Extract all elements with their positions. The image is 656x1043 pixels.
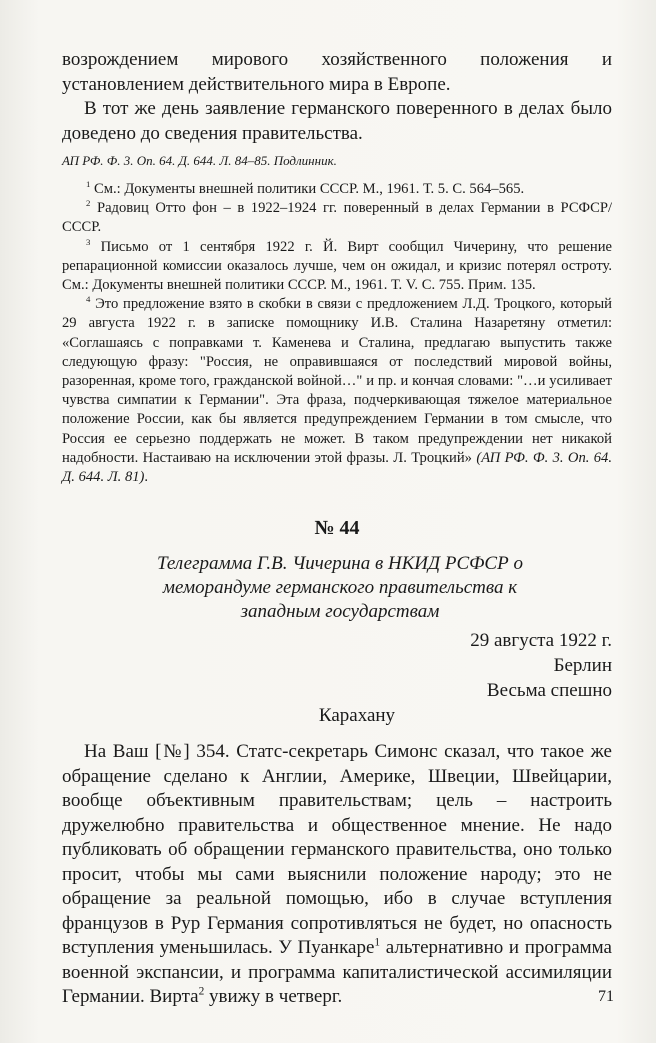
document-addressee: Карахану: [318, 705, 396, 726]
source-citation: АП РФ. Ф. 3. Оп. 64. Д. 644. Л. 84–85. Подлинник.: [62, 153, 337, 168]
footnote-text: Это предложение взято в скобки в связи с предложением Л.Д. Троцкого, который 29 августа 1922 г. в записке помощнику И.В. Сталина Назаретяну отметил: «Соглашаясь с поправками т. Каменева и Сталина, предлагаю выпустить также следующую фразу: "Россия, не оправившаяся от последствий мировой войны, разоренная, кроме того, гражданской войной…" и пр. и кончая словами: "…и усиливает чувства симпатии к Германии". Эта фраза, подчеркивающая тяжелое материальное положение России, как бы является предупреждением Германии в том смысле, что Россия ее серьезно поддержать не может. В таком предупреждении нет никакой надобности. Настаиваю на исключении этой фразы. Л. Троцкий»: [62, 296, 612, 466]
footnote-text: Письмо от 1 сентября 1922 г. Й. Вирт сообщил Чичерину, что решение репарационной комиссии оказалось лучше, чем он ожидал, и кризис потерял остроту. См.: Документы внешней политики СССР. М., 1961. Т. V. С. 755. Прим. 135.: [62, 238, 612, 294]
document-place: Берлин: [553, 655, 612, 676]
footnote-3: [62, 238, 612, 296]
top-paragraph-2: В тот же день заявление германского поверенного в делах было доведено до сведения правительства.: [62, 98, 612, 144]
footnote-text: См.: Документы внешней политики СССР. М., 1961. Т. 5. С. 564–565.: [90, 181, 525, 197]
body-text: увижу в четверг.: [204, 986, 343, 1007]
footnote-text: Радовиц Отто фон – в 1922–1924 гг. поверенный в делах Германии в РСФСР/СССР.: [62, 200, 612, 236]
footnote-ref: 2: [198, 985, 205, 998]
footnote-marker: 3: [86, 236, 91, 247]
footnote-1: [62, 180, 612, 199]
document-number: № 44: [314, 517, 360, 539]
document-body-paragraph: [62, 740, 612, 1010]
document-date: 29 августа 1922 г.: [470, 630, 612, 651]
document-meta: [62, 628, 612, 703]
document-body: [62, 740, 612, 1010]
document-urgency: Весьма спешно: [486, 680, 612, 701]
body-text: альтернативно и программа военной экспансии, и программа капиталистической ассимиляции Германии. Вирта: [62, 937, 612, 1007]
document-header: [62, 517, 612, 540]
footnote-marker: 2: [86, 198, 91, 209]
footnote-ref: 1: [374, 936, 381, 949]
footnote-4: [62, 295, 612, 487]
footnote-tail: .: [144, 469, 149, 486]
footnote-2: [62, 199, 612, 237]
footnote-source: (АП РФ. Ф. 3. Оп. 64. Д. 644. Л. 81): [62, 449, 613, 486]
footnotes-block: [62, 180, 612, 487]
body-text: На Ваш [№] 354. Статс-секретарь Симонс сказал, что такое же обращение сделано к Англии, Америке, Швеции, Швейцарии, вообще объективным правительствам; цель – настроить дружелюбно правительства и общественное мнение. Не надо публиковать об обращении германского правительства, оно только просит, чтобы мы сами выяснили положение народу; это не обращение за реальной помощью, ибо в случае вступления французов в Рур Германия сопротивляться не будет, но опасность вступления уменьшилась. У Пуанкаре: [62, 741, 612, 958]
addressee-block: [62, 705, 612, 727]
top-text-block: [62, 48, 612, 170]
document-title-block: [130, 552, 550, 624]
top-paragraph-1: возрождением мирового хозяйственного положения и установлением действительного мира в Европе.: [62, 49, 612, 95]
page-number: 71: [598, 988, 614, 1005]
footnote-marker: 1: [86, 179, 91, 190]
document-title: Телеграмма Г.В. Чичерина в НКИД РСФСР о меморандуме германского правительства к западным государствам: [157, 553, 523, 622]
footnote-marker: 4: [86, 294, 91, 305]
